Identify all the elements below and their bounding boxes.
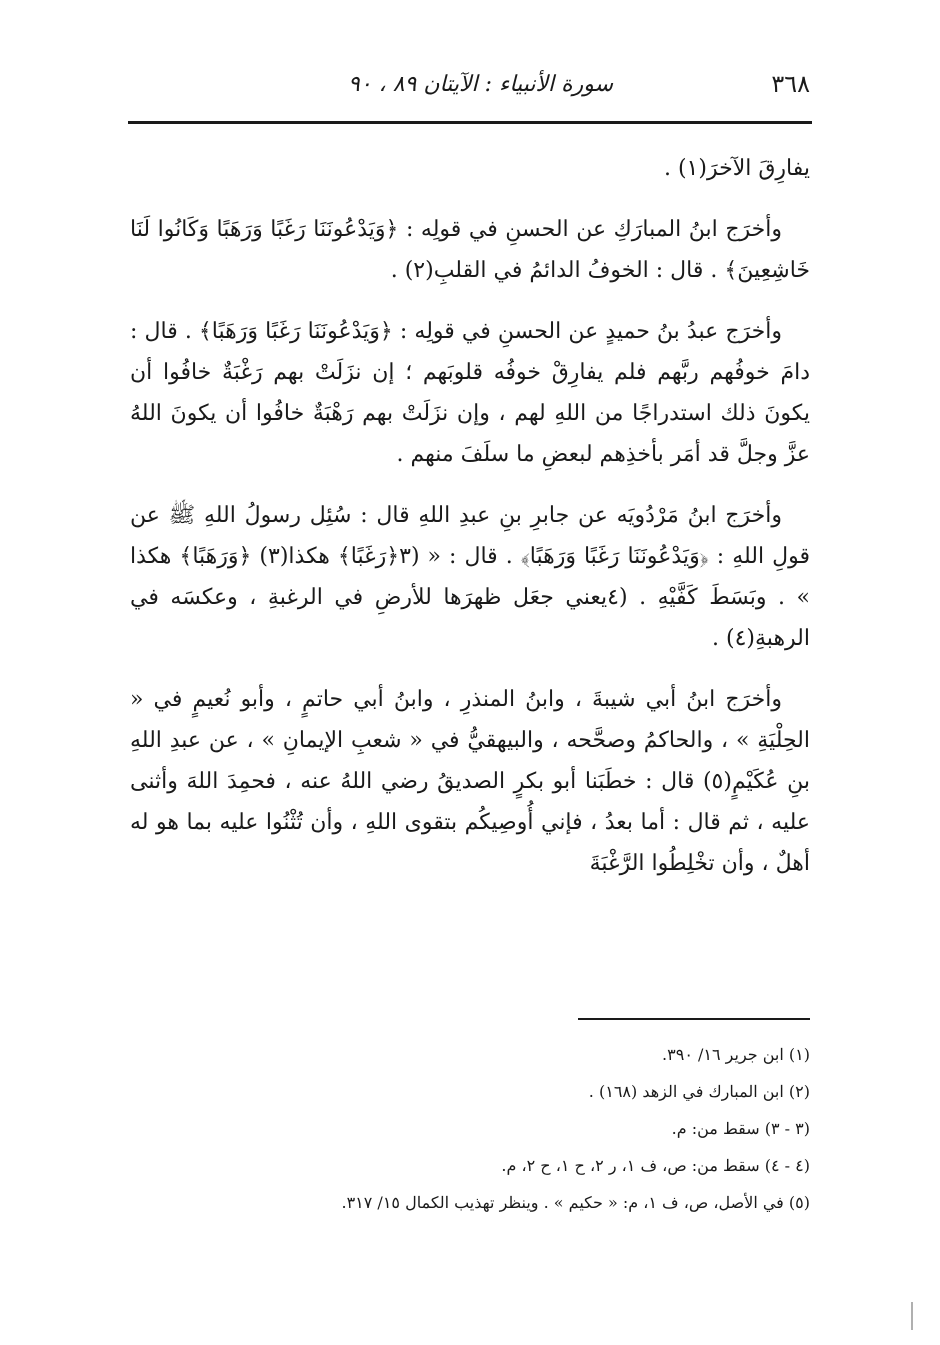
footnote-5: (٥) في الأصل، ص، ف ١، م: « حكيم » . وينظر تهذيب الكمال ١٥/ ٣١٧. xyxy=(341,1193,810,1212)
page-number: ٣٦٨ xyxy=(771,70,810,98)
running-title: سورة الأنبياء : الآيتان ٨٩ ، ٩٠ xyxy=(348,72,614,97)
page-header xyxy=(128,70,810,110)
footnote-4: (٤ - ٤) سقط من: ص، ف ١، ر ٢، ح ١، ح ٢، م. xyxy=(501,1156,810,1175)
body-text xyxy=(130,148,810,904)
paragraph-continued: يفارِقَ الآخرَ(١) . xyxy=(663,156,810,181)
footnote-1: (١) ابن جرير ١٦/ ٣٩٠. xyxy=(662,1045,810,1064)
footnote-3: (٣ - ٣) سقط من: م. xyxy=(671,1119,810,1138)
paragraph-abd-ibn-humaid: وأخرَج عبدُ بنُ حميدٍ عن الحسنِ في قولِه : ﴿وَيَدْعُونَنَا رَغَبًا وَرَهَبًا﴾ . قال : دامَ خوفُهم ربَّهم فلم يفارِقْ خوفُه قلوبَهم ؛ إن نزَلَتْ بهم رَغْبَةٌ خافُوا أن يكونَ ذلك استدراجًا من اللهِ لهم ، وإن نزَلَتْ بهم رَهْبَةٌ خافُوا أن يكونَ اللهُ عزَّ وجلَّ قد أمَر بأخذِهم لبعضِ ما سلَفَ منهم . xyxy=(130,319,810,467)
paragraph-ibn-abi-shaybah: وأخرَج ابنُ أبي شيبةَ ، وابنُ المنذرِ ، وابنُ أبي حاتمٍ ، وأبو نُعيمٍ في « الحِلْيَةِ » ، والحاكمُ وصحَّحه ، والبيهقيُّ في « شعبِ الإيمانِ » ، عن عبدِ اللهِ بنِ عُكَيْمٍ(٥) قال : خطَبَنا أبو بكرٍ الصديقُ رضي اللهُ عنه ، فحمِدَ اللهَ وأثنى عليه ، ثم قال : أما بعدُ ، فإني أُوصِيكُم بتقوى اللهِ ، وأن تُثْنُوا عليه بما هو له أهلٌ ، وأن تخْلِطُوا الرَّغْبَةَ xyxy=(130,687,810,876)
margin-mark xyxy=(911,1302,913,1330)
footnote-2: (٢) ابن المبارك في الزهد (١٦٨) . xyxy=(588,1082,810,1101)
footnotes xyxy=(130,1036,810,1221)
header-rule xyxy=(128,121,812,124)
paragraph-ibn-mubarak: وأخرَج ابنُ المبارَكِ عن الحسنِ في قولِه : ﴿وَيَدْعُونَنَا رَغَبًا وَرَهَبًا وَكَانُوا لَنَا خَاشِعِينَ﴾ . قال : الخوفُ الدائمُ في القلبِ(٢) . xyxy=(130,217,810,283)
footnote-rule xyxy=(578,1018,810,1020)
paragraph-ibn-marduyah: وأخرَج ابنُ مَرْدُويَه عن جابرِ بنِ عبدِ اللهِ قال : سُئِل رسولُ اللهِ ﷺ عن قولِ اللهِ : ﴿وَيَدْعُونَنَا رَغَبًا وَرَهَبًا﴾ . قال : « (٣﴿رَغَبًا﴾ هكذا(٣) ﴿وَرَهَبًا﴾ هكذا » . وبَسَطَ كَفَّيْهِ . (٤يعني جعَل ظهرَها للأرضِ في الرغبةِ ، وعكسَه في الرهبةِ(٤) . xyxy=(130,503,811,651)
